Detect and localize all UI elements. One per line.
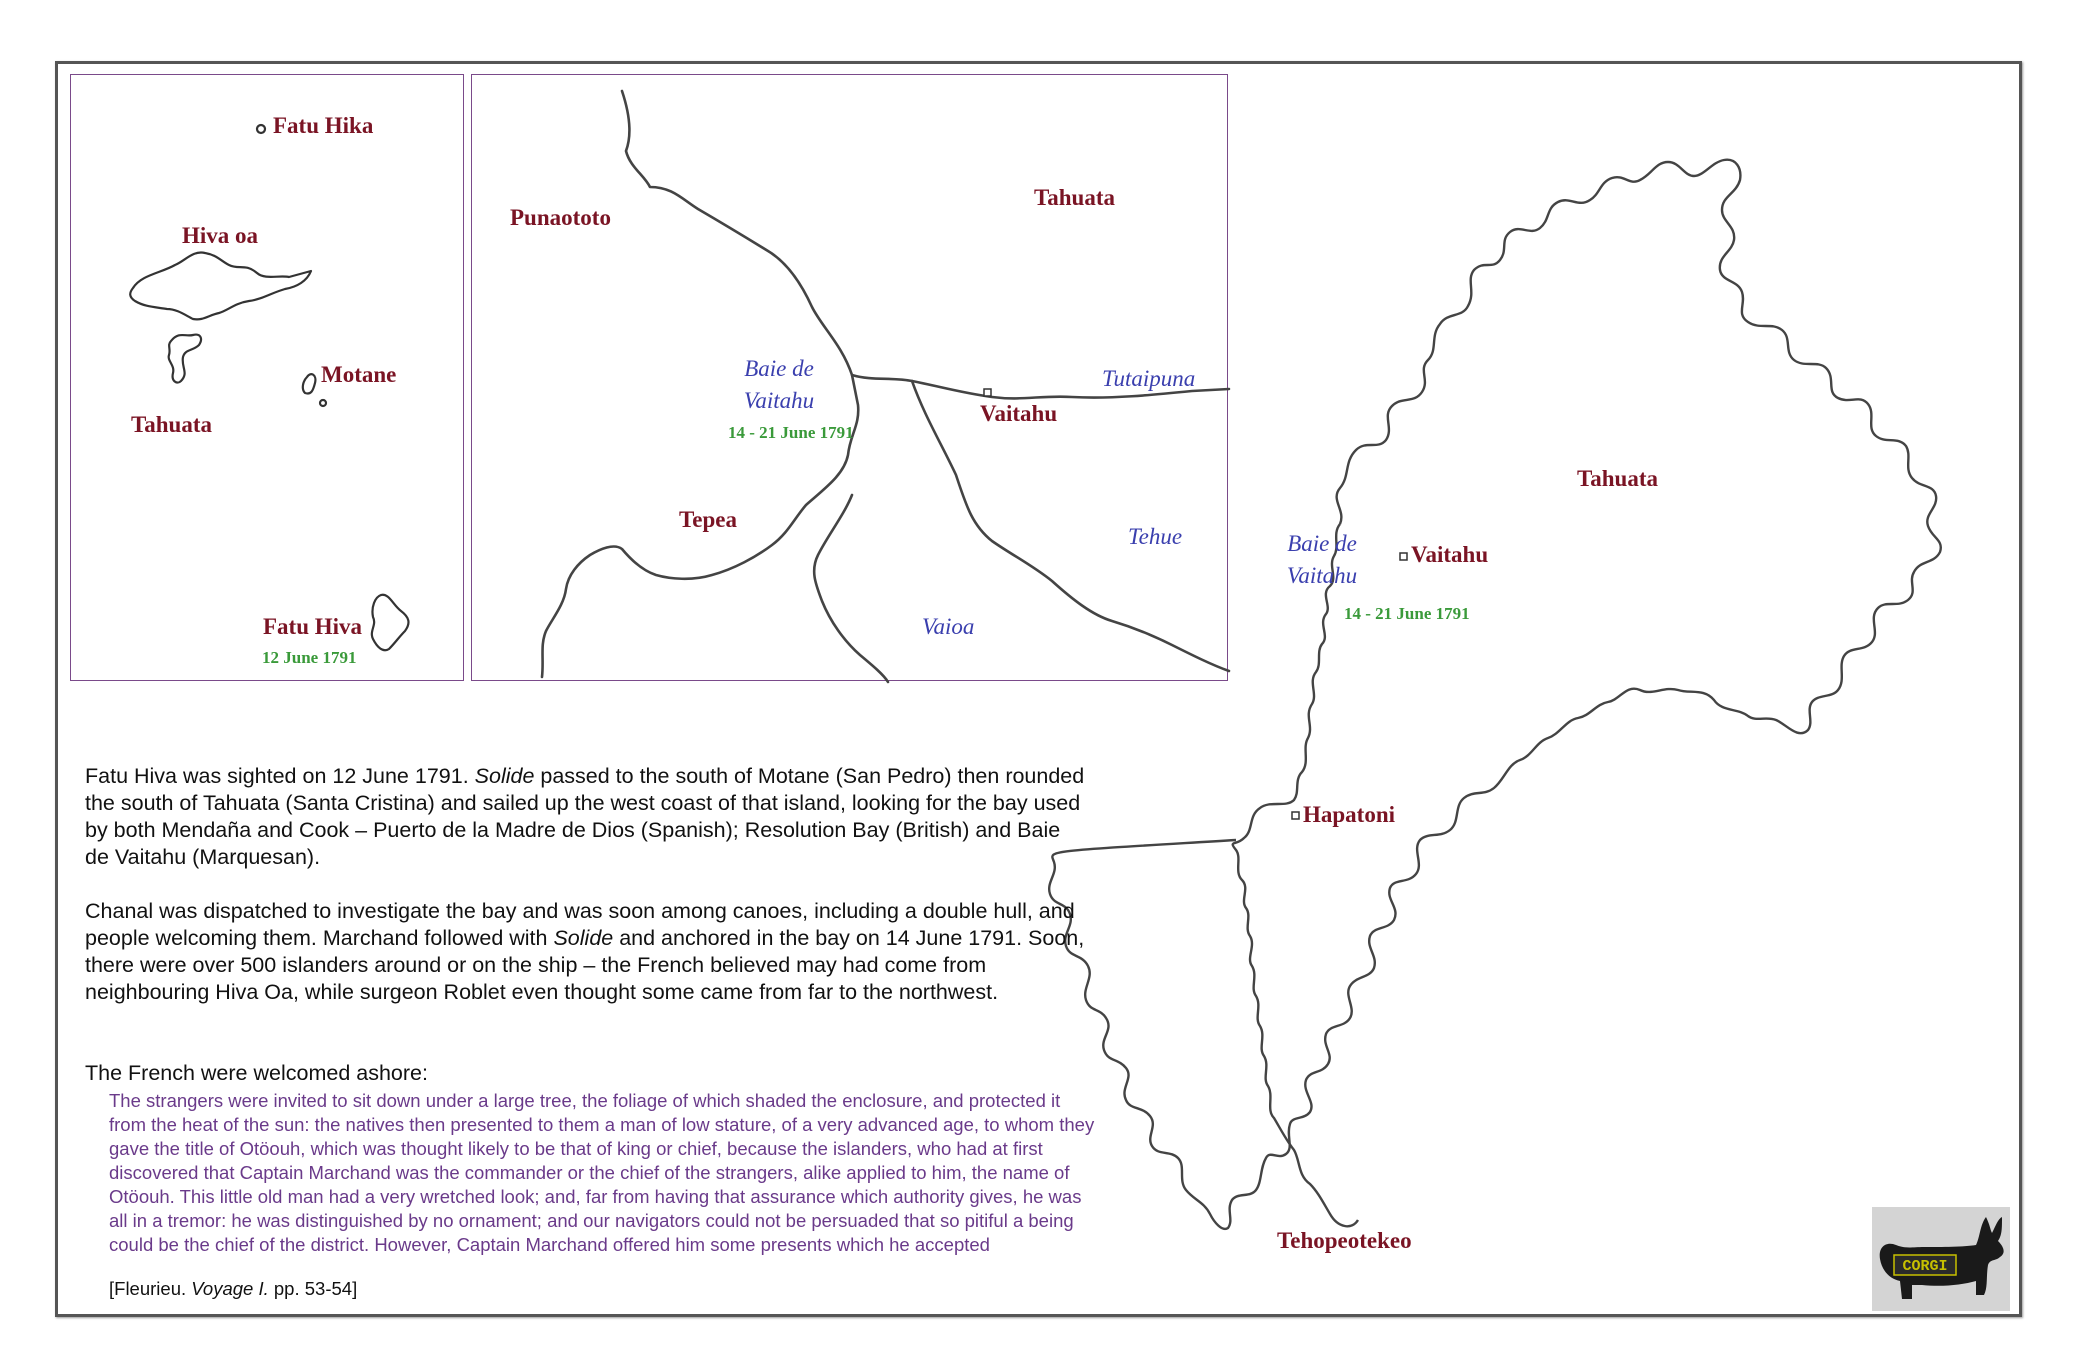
river-vaioa [814, 495, 888, 682]
label-vaitahu-bay: Vaitahu [980, 401, 1058, 426]
corgi-silhouette-icon [1872, 1207, 2010, 1311]
citation-author: [Fleurieu. [109, 1278, 192, 1299]
label-tahuata-overview: Tahuata [131, 412, 212, 437]
paragraph-anchoring [85, 898, 1085, 1006]
hiva-oa-island [130, 252, 311, 319]
label-fatu-hika: Fatu Hika [273, 113, 374, 138]
paragraph-anchoring-part1: Chanal was dispatched to investigate the bay and was soon among canoes, including a double hull, and people welcoming them. Marchand followed with [85, 899, 1075, 950]
ship-name: Solide [553, 926, 614, 950]
vaitahu-marker [984, 389, 991, 396]
date-bay-anchorage: 14 - 21 June 1791 [728, 423, 854, 442]
label-punaototo: Punaototo [510, 205, 611, 230]
ship-name: Solide [474, 764, 535, 788]
citation-title: Voyage I. [191, 1278, 269, 1299]
overview-inset-map [70, 74, 464, 681]
bay-detail-inset-map [471, 74, 1228, 681]
overview-coastlines [71, 75, 465, 682]
label-bay-line1: Baie de [744, 356, 814, 381]
label-bay-line2-main: Vaitahu [1286, 563, 1358, 588]
label-tahuata-bay: Tahuata [1034, 185, 1115, 210]
fatu-hiva-island [372, 595, 409, 650]
tahuata-island-small [169, 335, 201, 383]
paragraph-welcome: The French were welcomed ashore: [85, 1061, 428, 1085]
paragraph-sighting-part1: Fatu Hiva was sighted on 12 June 1791. [85, 764, 475, 788]
label-bay-name-main [1272, 528, 1372, 592]
paragraph-sighting [85, 763, 1085, 871]
label-bay-line2: Vaitahu [743, 388, 815, 413]
paragraph-anchoring-part2: and anchored in the bay on 14 June 1791. Soon, there were over 500 islanders around or on the ship – the French believed may had come from neighbouring Hiva Oa, while surgeon Roblet even thought some came from far to the northwest. [85, 926, 1085, 1004]
fatu-hika-island [257, 125, 265, 133]
citation [109, 1278, 357, 1300]
label-bay-line1-main: Baie de [1287, 531, 1357, 556]
label-tutaipuna: Tutaipuna [1102, 366, 1196, 391]
date-bay-main: 14 - 21 June 1791 [1344, 604, 1470, 623]
label-tepea: Tepea [679, 507, 737, 532]
label-fatu-hiva: Fatu Hiva [263, 614, 363, 639]
motane-islet [320, 400, 326, 406]
paragraph-sighting-part2: passed to the south of Motane (San Pedro) then rounded the south of Tahuata (Santa Cristina) and sailed up the west coast of that island, looking for the bay used by both Mendaña and Cook – Puerto de la Madre de Dios (Spanish); Resolution Bay (British) and Baie de Vaitahu (Marquesan). [85, 764, 1085, 869]
label-hiva-oa: Hiva oa [182, 223, 259, 248]
motane-island [303, 374, 316, 393]
label-hapatoni: Hapatoni [1303, 802, 1396, 827]
label-vaitahu-main: Vaitahu [1411, 542, 1489, 567]
label-vaioa: Vaioa [922, 614, 975, 639]
label-bay-name [724, 353, 834, 417]
fleurieu-quote: The strangers were invited to sit down under a large tree, the foliage of which shaded the enclosure, and protected it from the heat of the sun: the natives then presented to them a man of low stature, of a very advanced age, to whom they gave the title of Otöouh, which was thought likely to be that of king or chief, because the islanders, who had at first discovered that Captain Marchand was the commander or the chief of the strangers, alike applied to him, the name of Otöouh. This little old man had a very wretched look; and, far from having that assurance which authority gives, he was all in a tremor: he was distinguished by no ornament; and our navigators could not be persuaded that so pitiful a being could be the chief of the district. However, Captain Marchand offered him some presents which he accepted [109, 1090, 1095, 1255]
citation-pages: pp. 53-54] [268, 1278, 358, 1299]
corgi-logo [1872, 1207, 2010, 1311]
label-tehue: Tehue [1128, 524, 1183, 549]
label-tehopeotekeo: Tehopeotekeo [1277, 1228, 1412, 1253]
label-tahuata-main: Tahuata [1577, 466, 1658, 491]
logo-text: CORGI [1902, 1258, 1948, 1275]
label-motane: Motane [321, 362, 397, 387]
date-fatu-hiva: 12 June 1791 [262, 648, 357, 667]
